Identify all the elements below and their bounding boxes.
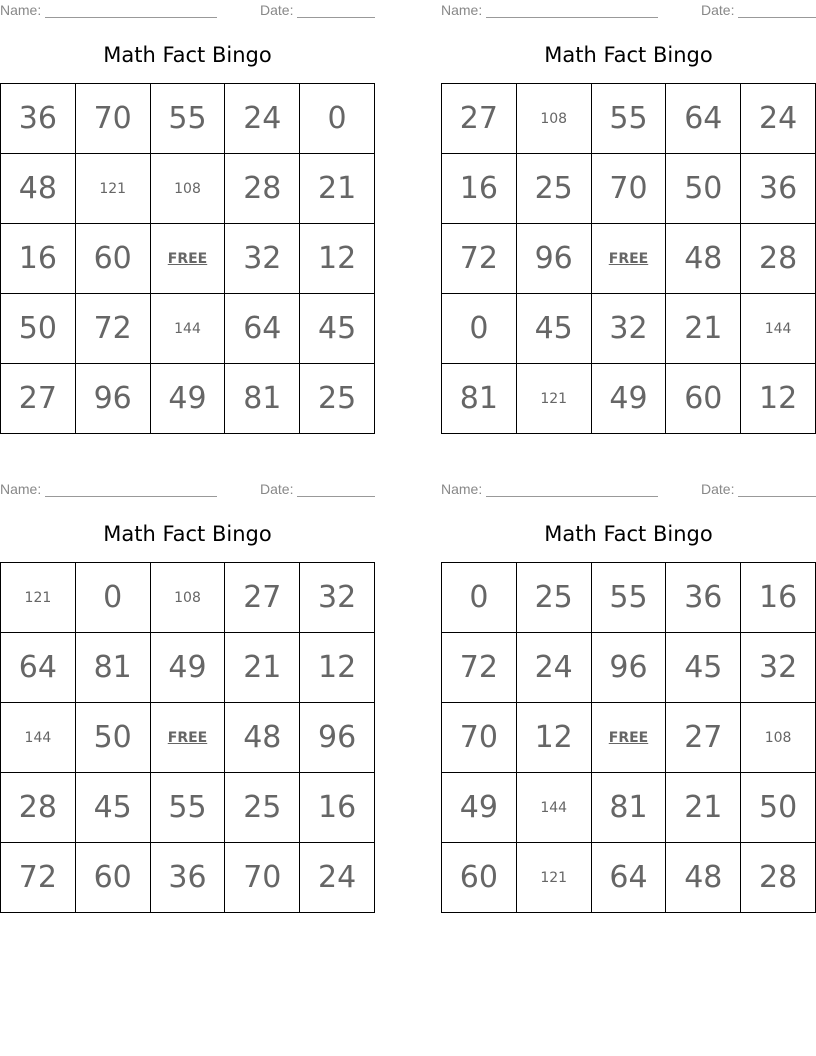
bingo-cell: 121 xyxy=(1,563,76,633)
date-label: Date: xyxy=(701,2,735,18)
bingo-cell: 72 xyxy=(1,843,76,913)
bingo-cell: 50 xyxy=(76,703,151,773)
bingo-cell: 36 xyxy=(151,843,226,913)
bingo-cell: 48 xyxy=(225,703,300,773)
name-blank-line xyxy=(486,496,658,497)
name-date-row xyxy=(441,479,816,501)
bingo-cell: 21 xyxy=(666,773,741,843)
bingo-cell: 12 xyxy=(300,633,375,703)
bingo-cell: 144 xyxy=(741,294,816,364)
bingo-cell: 36 xyxy=(741,154,816,224)
date-blank-line xyxy=(738,496,816,497)
bingo-cell: 0 xyxy=(76,563,151,633)
bingo-cell: 32 xyxy=(300,563,375,633)
bingo-cell: 28 xyxy=(1,773,76,843)
date-label: Date: xyxy=(260,2,294,18)
card-title: Math Fact Bingo xyxy=(103,43,272,67)
bingo-cell: 50 xyxy=(1,294,76,364)
bingo-cell: 24 xyxy=(517,633,592,703)
bingo-cell: 70 xyxy=(592,154,667,224)
name-label: Name: xyxy=(441,2,483,18)
bingo-cell: 81 xyxy=(225,364,300,434)
bingo-cell: 72 xyxy=(76,294,151,364)
date-blank-line xyxy=(297,17,375,18)
bingo-cell: 64 xyxy=(666,84,741,154)
free-space-cell: FREE xyxy=(151,224,226,294)
bingo-cell: 12 xyxy=(300,224,375,294)
bingo-cell: 81 xyxy=(592,773,667,843)
bingo-cell: 16 xyxy=(1,224,76,294)
bingo-cell: 45 xyxy=(76,773,151,843)
card-title: Math Fact Bingo xyxy=(103,522,272,546)
bingo-cell: 144 xyxy=(517,773,592,843)
bingo-cell: 70 xyxy=(442,703,517,773)
bingo-cell: 25 xyxy=(517,563,592,633)
bingo-cell: 45 xyxy=(300,294,375,364)
name-blank-line xyxy=(45,17,217,18)
bingo-cell: 21 xyxy=(666,294,741,364)
date-label: Date: xyxy=(260,481,294,497)
bingo-cell: 21 xyxy=(225,633,300,703)
name-blank-line xyxy=(486,17,658,18)
bingo-cell: 96 xyxy=(300,703,375,773)
name-label: Name: xyxy=(0,2,42,18)
bingo-cell: 12 xyxy=(741,364,816,434)
bingo-grid xyxy=(441,562,816,913)
bingo-cell: 55 xyxy=(592,563,667,633)
date-blank-line xyxy=(738,17,816,18)
bingo-cell: 48 xyxy=(666,843,741,913)
name-date-row xyxy=(0,0,375,22)
card-title: Math Fact Bingo xyxy=(544,522,713,546)
bingo-cell: 49 xyxy=(592,364,667,434)
bingo-cell: 48 xyxy=(1,154,76,224)
bingo-cell: 60 xyxy=(76,224,151,294)
bingo-cell: 28 xyxy=(741,843,816,913)
bingo-card xyxy=(441,0,816,434)
bingo-grid xyxy=(0,83,375,434)
bingo-cell: 108 xyxy=(741,703,816,773)
bingo-cell: 121 xyxy=(517,843,592,913)
bingo-cell: 64 xyxy=(225,294,300,364)
bingo-cell: 0 xyxy=(442,563,517,633)
bingo-cell: 60 xyxy=(666,364,741,434)
bingo-cell: 0 xyxy=(300,84,375,154)
bingo-cell: 27 xyxy=(666,703,741,773)
bingo-cell: 55 xyxy=(592,84,667,154)
bingo-cell: 121 xyxy=(76,154,151,224)
bingo-cell: 96 xyxy=(592,633,667,703)
bingo-cell: 32 xyxy=(225,224,300,294)
bingo-cell: 144 xyxy=(1,703,76,773)
bingo-cell: 49 xyxy=(151,364,226,434)
bingo-cell: 45 xyxy=(666,633,741,703)
bingo-cell: 21 xyxy=(300,154,375,224)
bingo-cell: 81 xyxy=(76,633,151,703)
bingo-cell: 64 xyxy=(1,633,76,703)
date-label: Date: xyxy=(701,481,735,497)
bingo-cell: 72 xyxy=(442,633,517,703)
bingo-cell: 16 xyxy=(300,773,375,843)
bingo-cell: 12 xyxy=(517,703,592,773)
bingo-card xyxy=(441,479,816,913)
bingo-cell: 55 xyxy=(151,84,226,154)
bingo-cell: 27 xyxy=(442,84,517,154)
bingo-grid xyxy=(441,83,816,434)
bingo-cell: 16 xyxy=(442,154,517,224)
bingo-cell: 28 xyxy=(225,154,300,224)
bingo-cell: 50 xyxy=(666,154,741,224)
card-title: Math Fact Bingo xyxy=(544,43,713,67)
bingo-cell: 25 xyxy=(225,773,300,843)
name-label: Name: xyxy=(441,481,483,497)
free-space-cell: FREE xyxy=(592,703,667,773)
bingo-cell: 70 xyxy=(76,84,151,154)
bingo-cell: 25 xyxy=(517,154,592,224)
bingo-cell: 45 xyxy=(517,294,592,364)
bingo-cell: 108 xyxy=(151,154,226,224)
bingo-cell: 64 xyxy=(592,843,667,913)
bingo-cell: 36 xyxy=(666,563,741,633)
bingo-cell: 48 xyxy=(666,224,741,294)
name-label: Name: xyxy=(0,481,42,497)
bingo-cell: 49 xyxy=(151,633,226,703)
bingo-cell: 96 xyxy=(76,364,151,434)
bingo-cell: 32 xyxy=(592,294,667,364)
bingo-cell: 96 xyxy=(517,224,592,294)
bingo-cell: 70 xyxy=(225,843,300,913)
free-space-cell: FREE xyxy=(592,224,667,294)
name-date-row xyxy=(441,0,816,22)
bingo-cell: 36 xyxy=(1,84,76,154)
date-blank-line xyxy=(297,496,375,497)
bingo-card xyxy=(0,479,375,913)
bingo-cell: 55 xyxy=(151,773,226,843)
bingo-card xyxy=(0,0,375,434)
bingo-cell: 27 xyxy=(225,563,300,633)
bingo-cell: 0 xyxy=(442,294,517,364)
bingo-grid xyxy=(0,562,375,913)
bingo-cell: 121 xyxy=(517,364,592,434)
bingo-cell: 50 xyxy=(741,773,816,843)
bingo-cell: 16 xyxy=(741,563,816,633)
bingo-cell: 24 xyxy=(225,84,300,154)
bingo-cell: 24 xyxy=(741,84,816,154)
free-space-cell: FREE xyxy=(151,703,226,773)
bingo-cell: 108 xyxy=(517,84,592,154)
bingo-cell: 60 xyxy=(76,843,151,913)
name-blank-line xyxy=(45,496,217,497)
bingo-cell: 28 xyxy=(741,224,816,294)
name-date-row xyxy=(0,479,375,501)
bingo-cell: 32 xyxy=(741,633,816,703)
bingo-cell: 27 xyxy=(1,364,76,434)
bingo-cell: 72 xyxy=(442,224,517,294)
bingo-cell: 81 xyxy=(442,364,517,434)
bingo-cell: 60 xyxy=(442,843,517,913)
bingo-cell: 24 xyxy=(300,843,375,913)
bingo-cell: 49 xyxy=(442,773,517,843)
bingo-cell: 108 xyxy=(151,563,226,633)
bingo-cell: 25 xyxy=(300,364,375,434)
bingo-cell: 144 xyxy=(151,294,226,364)
